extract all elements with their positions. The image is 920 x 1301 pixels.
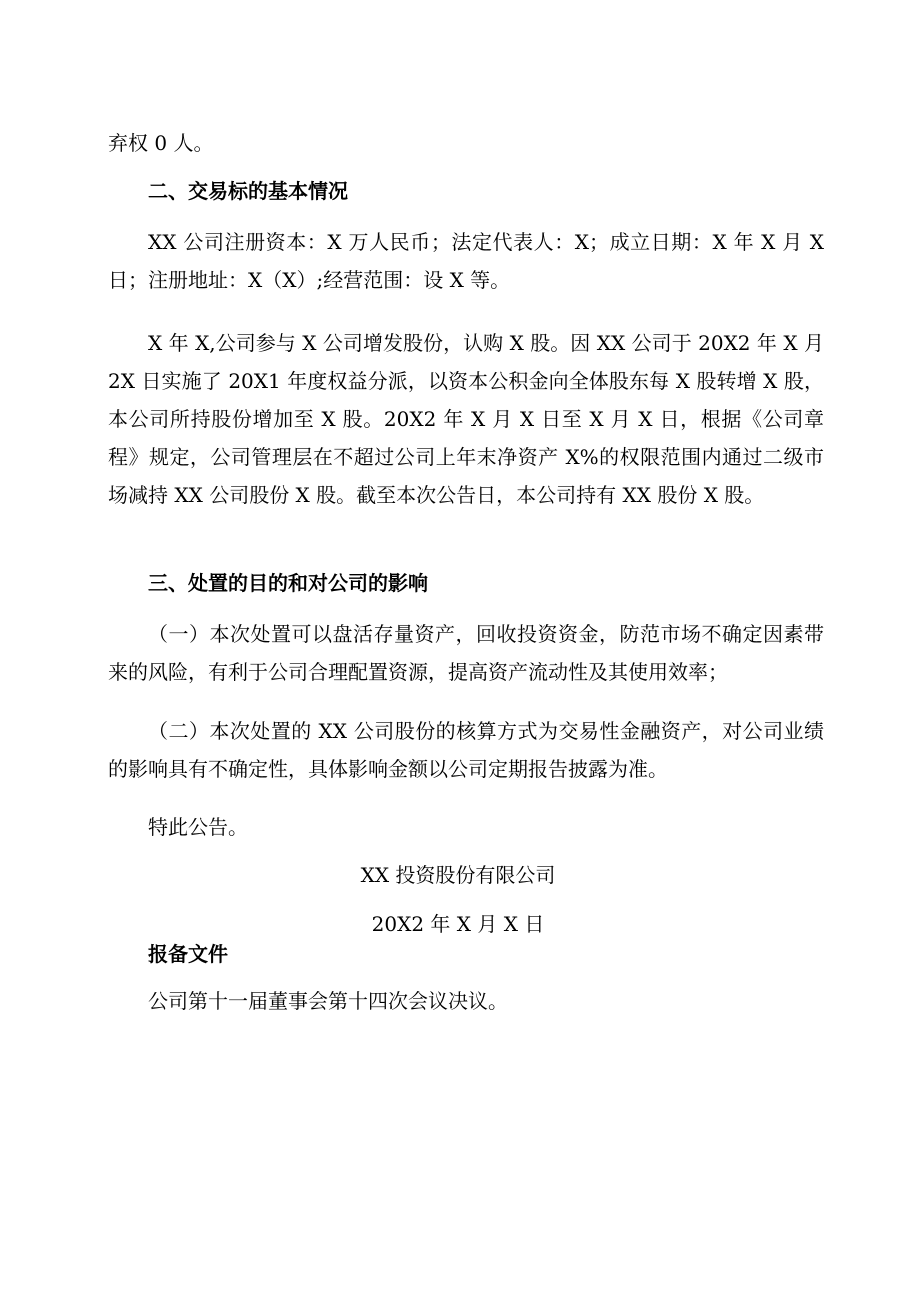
continuation-line: 弃权 0 人。 — [108, 131, 214, 155]
attachments-item: 公司第十一届董事会第十四次会议决议。 — [148, 989, 508, 1013]
attachments-heading: 报备文件 — [148, 942, 228, 966]
section-3-item-1: （一）本次处置可以盘活存量资产，回收投资资金，防范市场不确定因素带来的风险，有利于公司合理配置资源，提高资产流动性及其使用效率； — [108, 622, 824, 684]
section-2-paragraph-2: X 年 X,公司参与 X 公司增发股份，认购 X 股。因 XX 公司于 20X2 年 X 月 2X 日实施了 20X1 年度权益分派，以资本公积金向全体股东每 X 股转增 X 股，本公司所持股份增加至 X 股。20X2 年 X 月 X 日至 X 月 X 日，根据《公司章程》规定，公司管理层在不超过公司上年末净资产 X%的权限范围内通过二级市场减持 XX 公司股份 X 股。截至本次公告日，本公司持有 XX 股份 X 股。 — [108, 331, 824, 507]
section-3-item-2: （二）本次处置的 XX 公司股份的核算方式为交易性金融资产，对公司业绩的影响具有不确定性，具体影响金额以公司定期报告披露为准。 — [108, 719, 824, 781]
signature-date: 20X2 年 X 月 X 日 — [371, 912, 545, 936]
section-2-paragraph-1: XX 公司注册资本：X 万人民币；法定代表人：X；成立日期：X 年 X 月 X 日；注册地址：X（X）;经营范围：设 X 等。 — [108, 230, 824, 292]
closing-line: 特此公告。 — [148, 815, 248, 839]
section-3-heading: 三、处置的目的和对公司的影响 — [148, 571, 428, 595]
section-2-heading: 二、交易标的基本情况 — [148, 179, 348, 203]
signature-company: XX 投资股份有限公司 — [360, 863, 556, 887]
